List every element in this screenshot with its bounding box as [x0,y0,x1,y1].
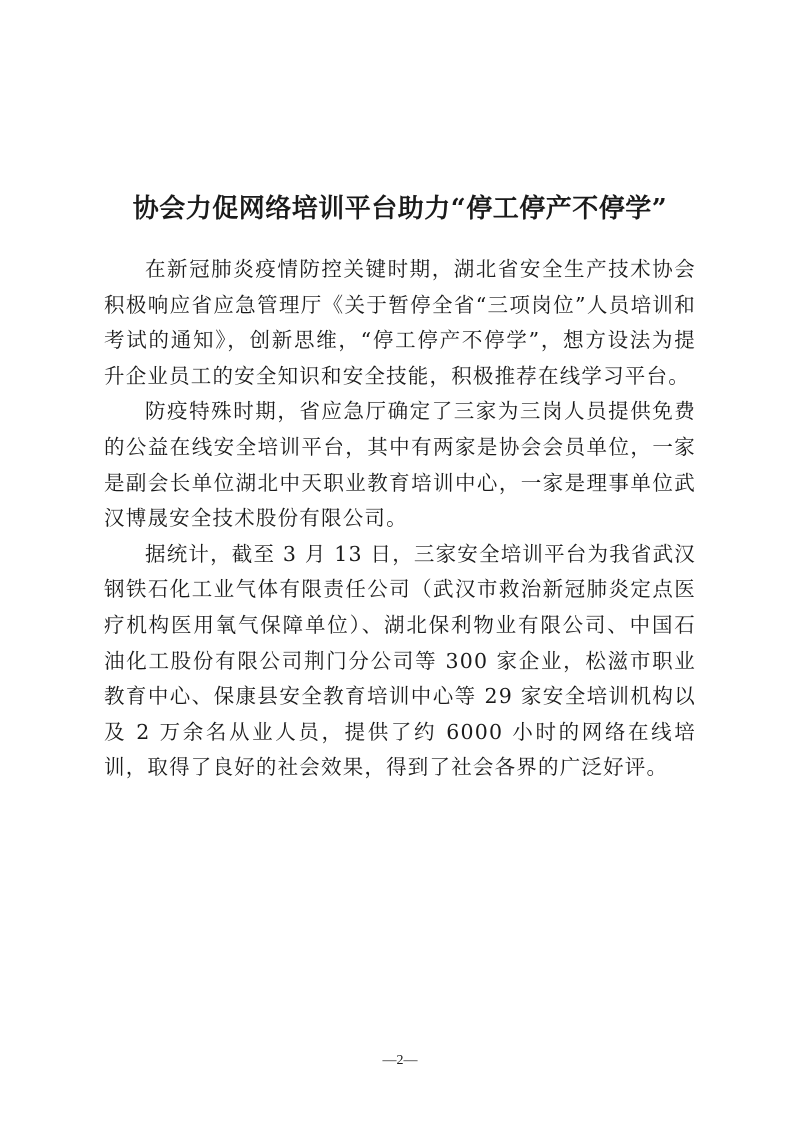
paragraph-1: 在新冠肺炎疫情防控关键时期，湖北省安全生产技术协会积极响应省应急管理厅《关于暂停全省“三项岗位”人员培训和考试的通知》，创新思维，“停工停产不停学”，想方设法为提升企业员工的安全知识和安全技能，积极推荐在线学习平台。 [104,257,696,388]
page-number: —2— [382,1053,418,1068]
paragraph-3: 据统计，截至 3 月 13 日，三家安全培训平台为我省武汉钢铁石化工业气体有限责任公司（武汉市救治新冠肺炎定点医疗机构医用氧气保障单位）、湖北保利物业有限公司、中国石油化工股份有限公司荆门分公司等 300 家企业，松滋市职业教育中心、保康县安全教育培训中心等 29 家安全培训机构以及 2 万余名从业人员，提供了约 6000 小时的网络在线培训，取得了良好的社会效果，得到了社会各界的广泛好评。 [104,541,696,780]
document-title: 协会力促网络培训平台助力“停工停产不停学” [132,194,668,225]
paragraph-2: 防疫特殊时期，省应急厅确定了三家为三岗人员提供免费的公益在线安全培训平台，其中有两家是协会会员单位，一家是副会长单位湖北中天职业教育培训中心，一家是理事单位武汉博晟安全技术股份有限公司。 [104,399,696,531]
document-body [104,252,696,786]
